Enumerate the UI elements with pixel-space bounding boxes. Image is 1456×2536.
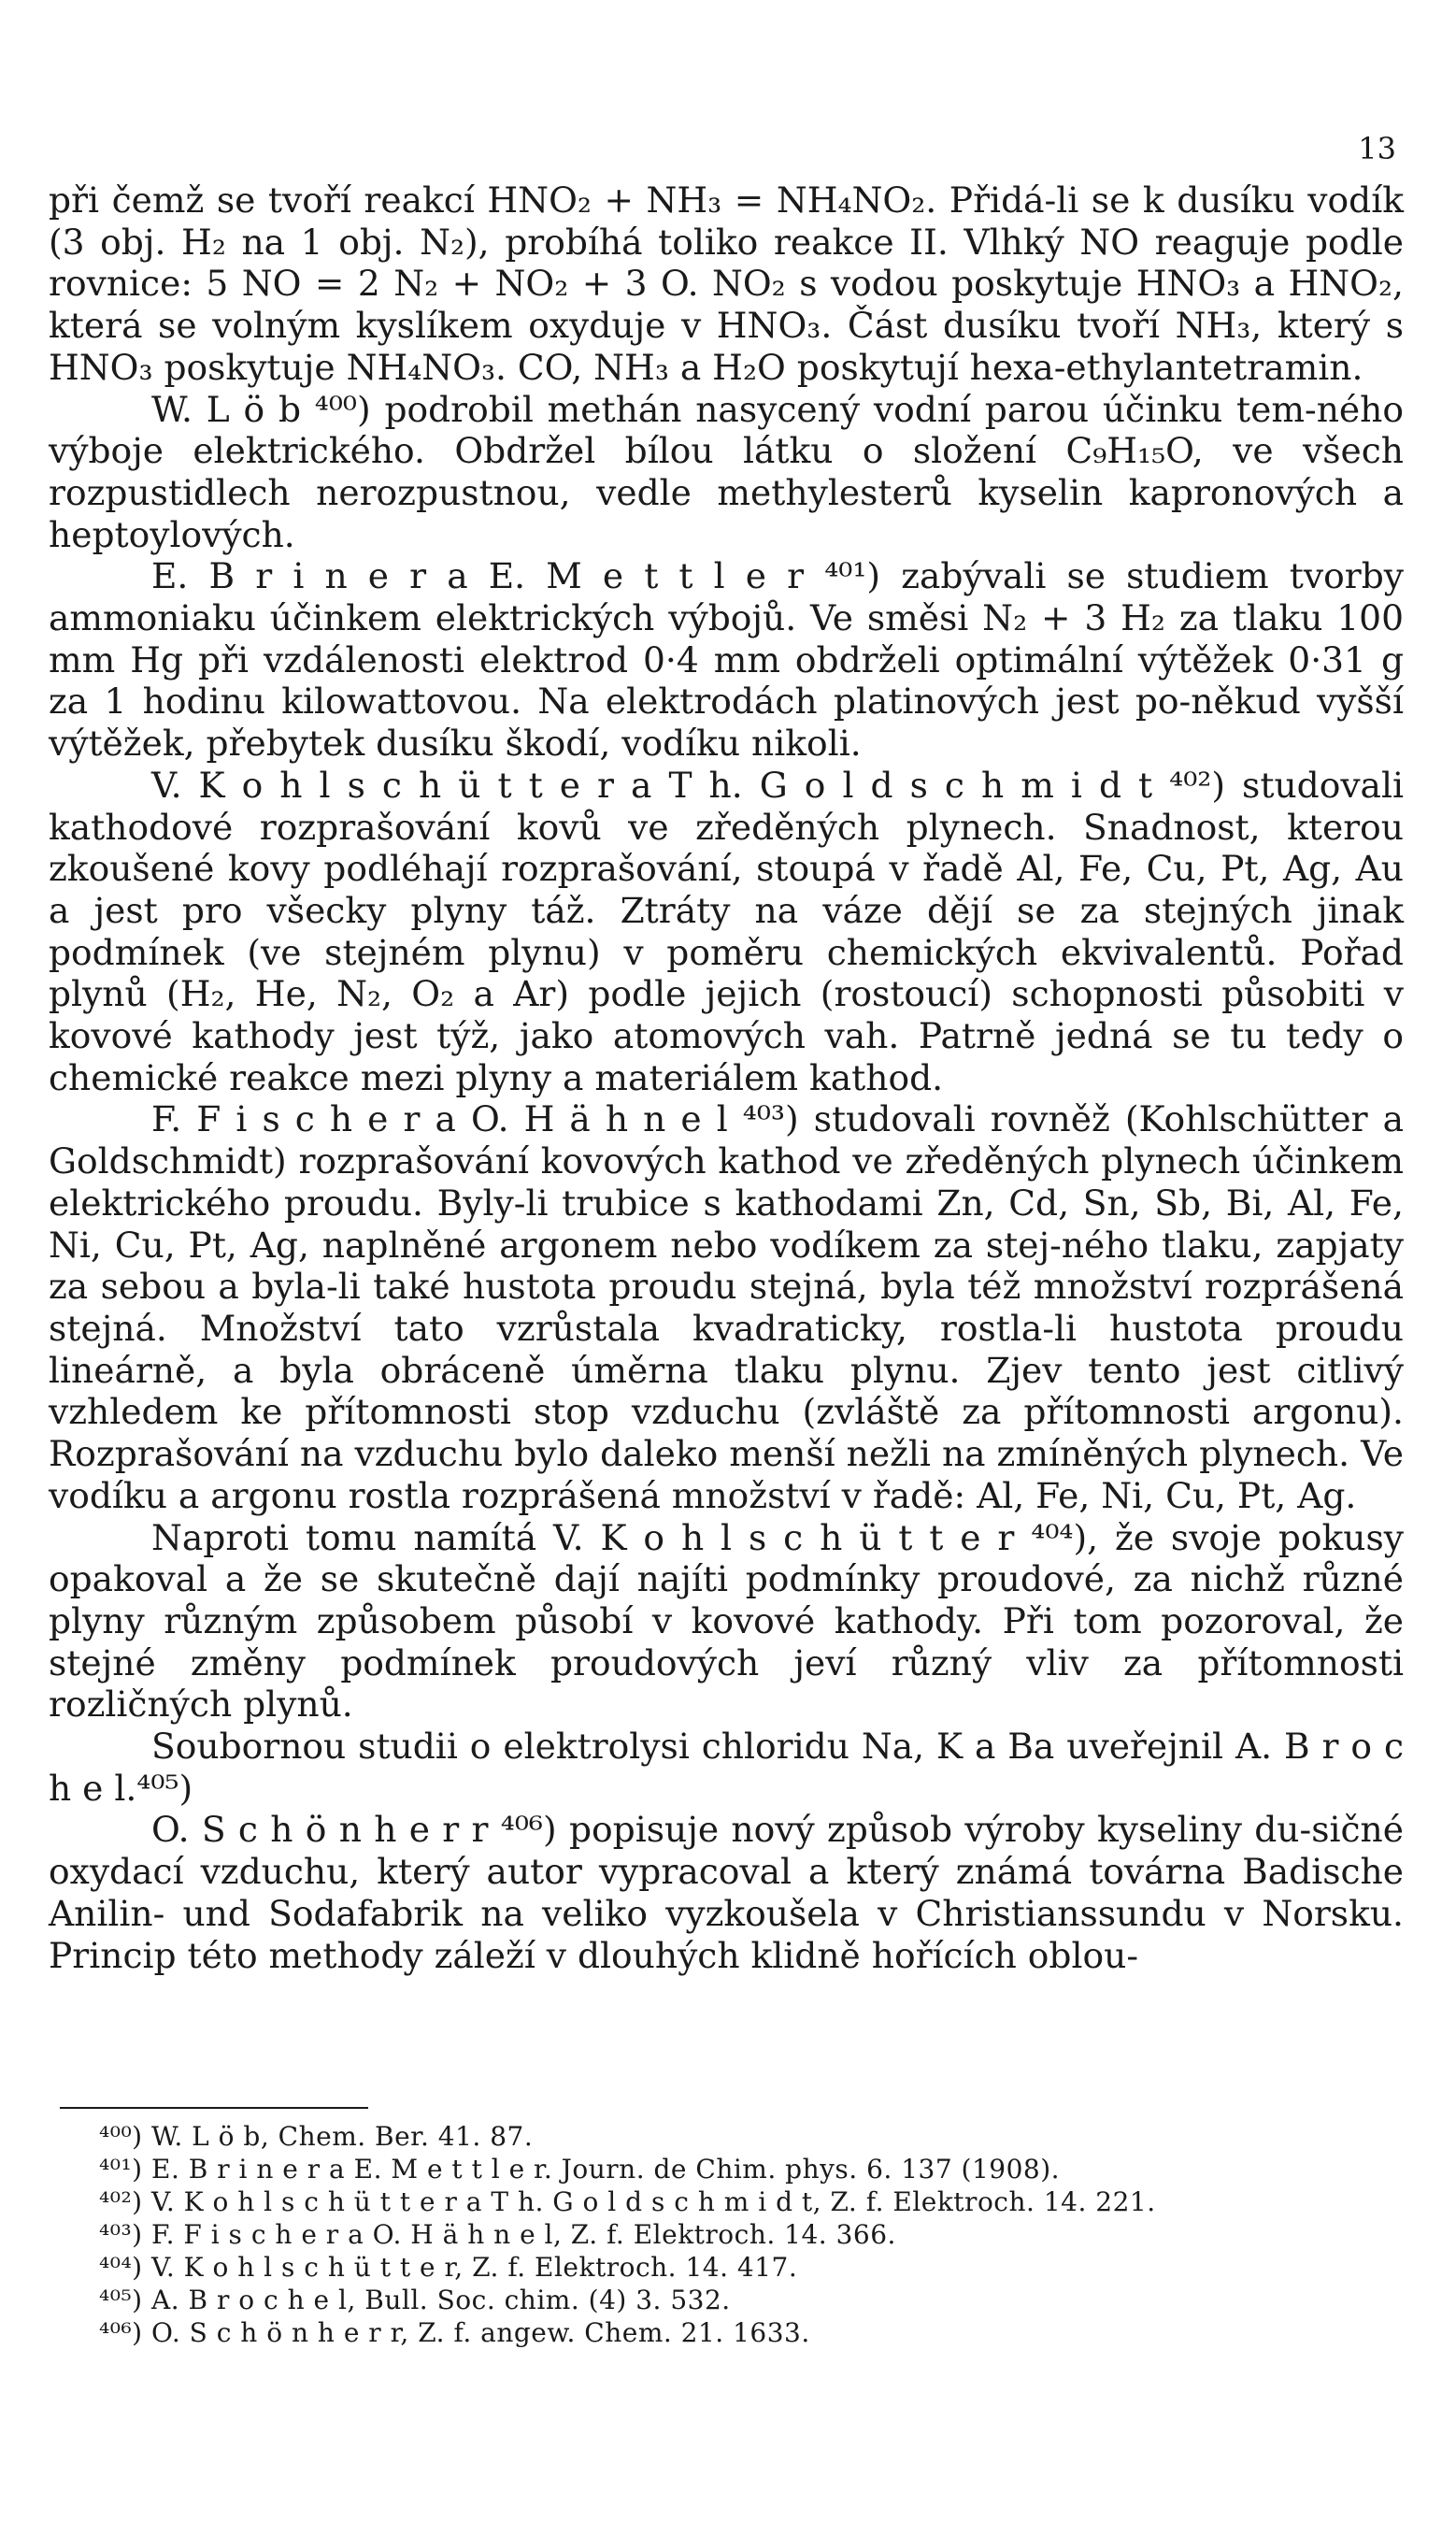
footnote: ⁴⁰¹) E. B r i n e r a E. M e t t l e r. Journ. de Chim. phys. 6. 137 (1908). [99,2154,1061,2185]
page-number: 13 [1358,131,1396,166]
footnote: ⁴⁰⁵) A. B r o c h e l, Bull. Soc. chim. (4) 3. 532. [99,2285,731,2315]
paragraph: Soubornou studii o elektrolysi chloridu Na, K a Ba uveřejnil A. B r o c h e l.⁴⁰⁵) [49,1726,1404,1809]
footnote: ⁴⁰²) V. K o h l s c h ü t t e r a T h. G o l d s c h m i d t, Z. f. Elektroch. 14. 221. [99,2186,1156,2217]
paragraph: O. S c h ö n h e r r ⁴⁰⁶) popisuje nový způsob výroby kyseliny du-sičné oxydací vzduchu, který autor vypracoval a který známá továrna Badische Anilin- und Sodafabrik na veliko vyzkoušela v Christianssundu v Norsku. Princip této methody záleží v dlouhých klidně hořících oblou- [49,1809,1404,1976]
footnote-divider [60,2107,368,2109]
paragraph: Naproti tomu namítá V. K o h l s c h ü t t e r ⁴⁰⁴), že svoje pokusy opakoval a že se skutečně dají najíti podmínky proudové, za nichž různé plyny různým způsobem působí v kovové kathody. Při tom pozoroval, že stejné změny podmínek proudových jeví různý vliv za přítomnosti rozličných plynů. [49,1516,1404,1726]
paragraph: při čemž se tvoří reakcí HNO₂ + NH₃ = NH₄NO₂. Přidá-li se k dusíku vodík (3 obj. H₂ na 1 obj. N₂), probíhá toliko reakce II. Vlhký NO reaguje podle rovnice: 5 NO = 2 N₂ + NO₂ + 3 O. NO₂ s vodou poskytuje HNO₃ a HNO₂, která se volným kyslíkem oxyduje v HNO₃. Část dusíku tvoří NH₃, který s HNO₃ poskytuje NH₄NO₃. CO, NH₃ a H₂O poskytují hexa-ethylantetramin. [49,179,1404,388]
footnote: ⁴⁰⁴) V. K o h l s c h ü t t e r, Z. f. Elektroch. 14. 417. [99,2252,798,2283]
paragraph: E. B r i n e r a E. M e t t l e r ⁴⁰¹) zabývali se studiem tvorby ammoniaku účinkem elektrických výbojů. Ve směsi N₂ + 3 H₂ za tlaku 100 mm Hg při vzdálenosti elektrod 0·4 mm obdrželi optimální výtěžek 0·31 g za 1 hodinu kilowattovou. Na elektrodách platinových jest po-někud vyšší výtěžek, přebytek dusíku škodí, vodíku nikoli. [49,555,1404,765]
footnotes [52,2120,1404,2349]
paragraph: V. K o h l s c h ü t t e r a T h. G o l d s c h m i d t ⁴⁰²) studovali kathodové rozprašování kovů ve zředěných plynech. Snadnost, kterou zkoušené kovy podléhají rozprašování, stoupá v řadě Al, Fe, Cu, Pt, Ag, Au a jest pro všecky plyny táž. Ztráty na váze dějí se za stejných jinak podmínek (ve stejném plynu) v poměru chemických ekvivalentů. Pořad plynů (H₂, He, N₂, O₂ a Ar) podle jejich (rostoucí) schopnosti působiti v kovové kathody jest týž, jako atomových vah. Patrně jedná se tu tedy o chemické reakce mezi plyny a materiálem kathod. [49,764,1404,1098]
main-text [49,179,1404,1976]
footnote: ⁴⁰⁶) O. S c h ö n h e r r, Z. f. angew. Chem. 21. 1633. [99,2317,810,2348]
paragraph: W. L ö b ⁴⁰⁰) podrobil methán nasycený vodní parou účinku tem-ného výboje elektrického. Obdržel bílou látku o složení C₉H₁₅O, ve všech rozpustidlech nerozpustnou, vedle methylesterů kyselin kapronových a heptoylových. [49,388,1404,555]
footnote: ⁴⁰³) F. F i s c h e r a O. H ä h n e l, Z. f. Elektroch. 14. 366. [99,2219,896,2250]
footnote: ⁴⁰⁰) W. L ö b, Chem. Ber. 41. 87. [99,2121,534,2152]
paragraph: F. F i s c h e r a O. H ä h n e l ⁴⁰³) studovali rovněž (Kohlschütter a Goldschmidt) rozprašování kovových kathod ve zředěných plynech účinkem elektrického proudu. Byly-li trubice s kathodami Zn, Cd, Sn, Sb, Bi, Al, Fe, Ni, Cu, Pt, Ag, naplněné argonem nebo vodíkem za stej-ného tlaku, zapjaty za sebou a byla-li také hustota proudu stejná, byla též množství rozprášená stejná. Množství tato vzrůstala kvadraticky, rostla-li hustota proudu lineárně, a byla obráceně úměrna tlaku plynu. Zjev tento jest citlivý vzhledem ke přítomnosti stop vzduchu (zvláště za přítomnosti argonu). Rozprašování na vzduchu bylo daleko menší nežli na zmíněných plynech. Ve vodíku a argonu rostla rozprášená množství v řadě: Al, Fe, Ni, Cu, Pt, Ag. [49,1098,1404,1516]
